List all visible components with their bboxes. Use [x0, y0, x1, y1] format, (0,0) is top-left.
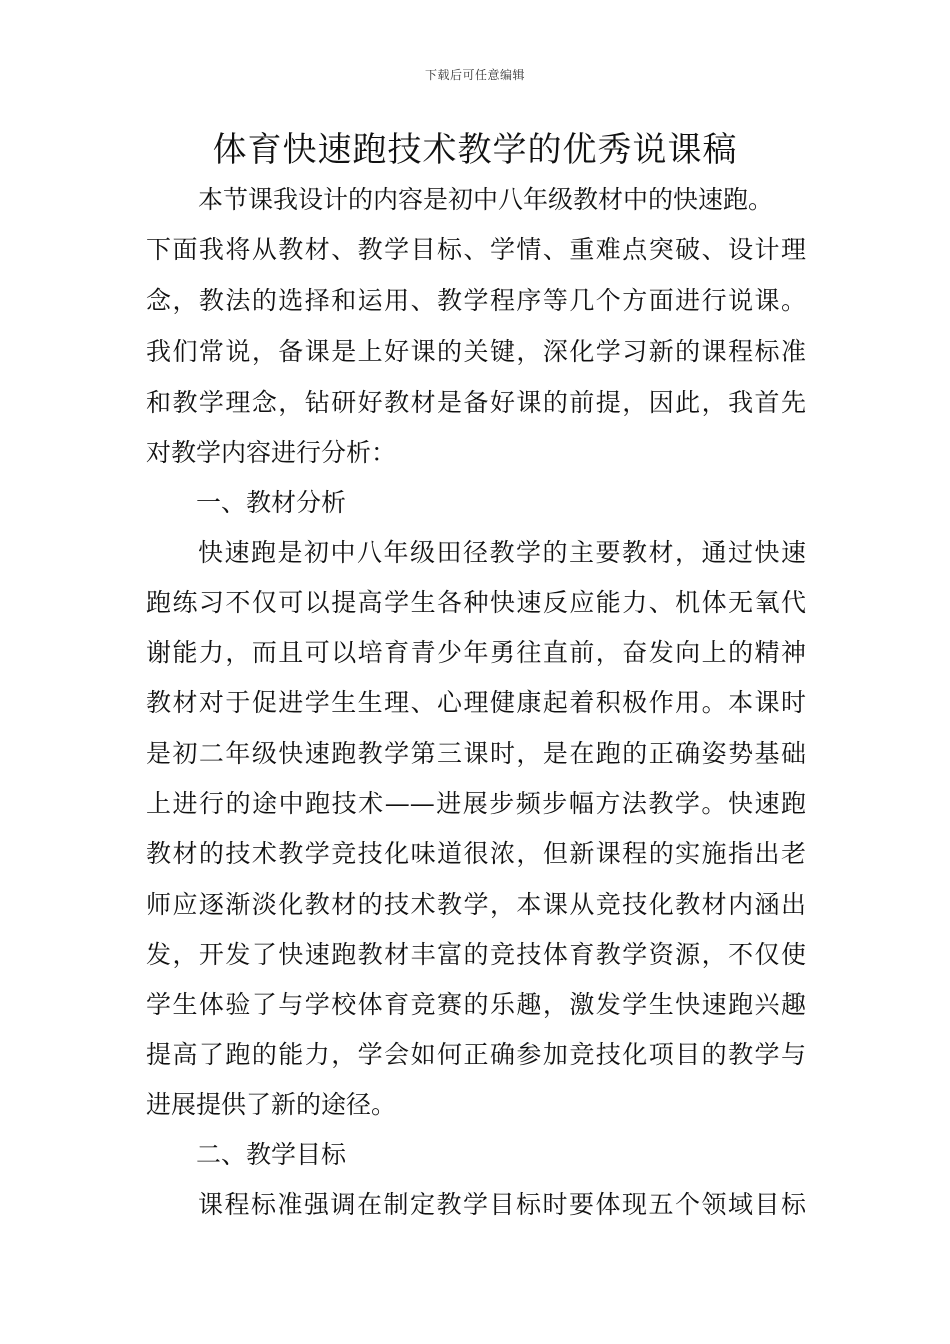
paragraph-line: 快速跑是初中八年级田径教学的主要教材，通过快速: [198, 538, 806, 567]
section-heading: 一、教材分析: [196, 488, 347, 517]
document-title: 体育快速跑技术教学的优秀说课稿: [212, 130, 738, 170]
paragraph-line: 课程标准强调在制定教学目标时要体现五个领域目标: [198, 1190, 806, 1219]
paragraph-line: 发，开发了快速跑教材丰富的竞技体育教学资源，不仅使: [146, 940, 806, 969]
paragraph-line: 和教学理念，钻研好教材是备好课的前提，因此，我首先: [146, 388, 806, 417]
paragraph-line: 教材对于促进学生生理、心理健康起着积极作用。本课时: [146, 688, 806, 717]
section-heading: 二、教学目标: [196, 1140, 347, 1169]
paragraph-line: 进展提供了新的途径。: [146, 1090, 397, 1119]
paragraph-line: 上进行的途中跑技术——进展步频步幅方法教学。快速跑: [146, 789, 806, 818]
paragraph-line: 念，教法的选择和运用、教学程序等几个方面进行说课。: [146, 286, 806, 315]
paragraph-line: 学生体验了与学校体育竞赛的乐趣，激发学生快速跑兴趣: [146, 990, 806, 1019]
paragraph-line: 师应逐渐淡化教材的技术教学，本课从竞技化教材内涵出: [146, 890, 806, 919]
paragraph-line: 谢能力，而且可以培育青少年勇往直前，奋发向上的精神: [146, 638, 806, 667]
paragraph-line: 下面我将从教材、教学目标、学情、重难点突破、设计理: [146, 235, 806, 264]
paragraph-line: 跑练习不仅可以提高学生各种快速反应能力、机体无氧代: [146, 588, 806, 617]
header-note: 下载后可任意编辑: [424, 68, 525, 82]
paragraph-line: 提高了跑的能力，学会如何正确参加竞技化项目的教学与: [146, 1040, 806, 1069]
paragraph-line: 是初二年级快速跑教学第三课时，是在跑的正确姿势基础: [146, 739, 806, 768]
paragraph-line: 对教学内容进行分析：: [146, 438, 397, 467]
paragraph-line: 本节课我设计的内容是初中八年级教材中的快速跑。: [198, 185, 774, 214]
paragraph-line: 教材的技术教学竞技化味道很浓，但新课程的实施指出老: [146, 839, 806, 868]
paragraph-line: 我们常说，备课是上好课的关键，深化学习新的课程标准: [146, 337, 806, 366]
